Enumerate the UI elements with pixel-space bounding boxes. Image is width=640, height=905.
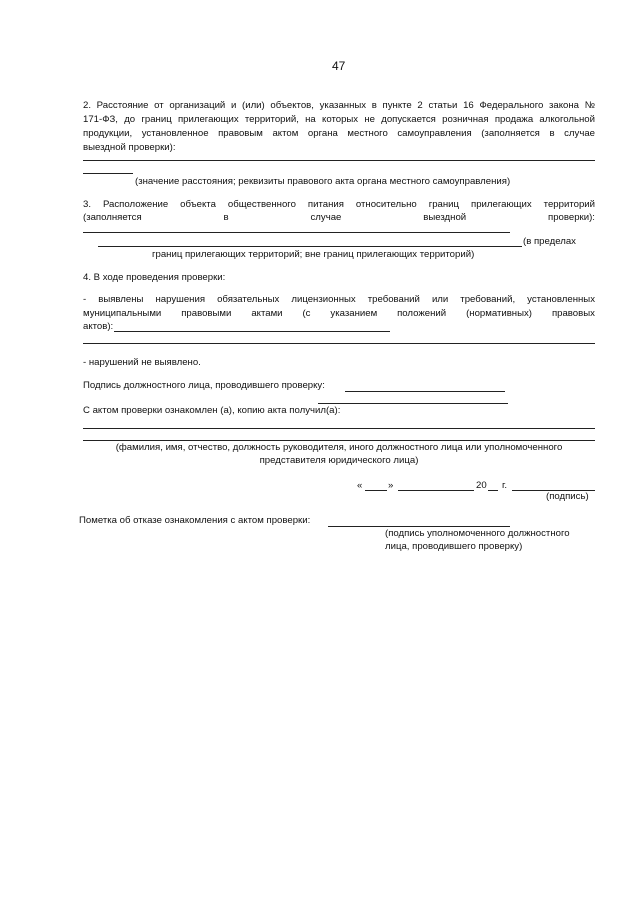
section2-caption: (значение расстояния; реквизиты правового акта органа местного самоуправления) — [135, 176, 511, 187]
section3-line2 — [83, 212, 595, 224]
blank-line[interactable] — [83, 160, 595, 161]
blank-line[interactable] — [83, 173, 133, 174]
section4-word: положений — [397, 308, 447, 319]
section4-word: актами — [251, 308, 283, 319]
acquainted-caption-1: (фамилия, имя, отчество, должность руководителя, иного должностного лица или уполномоченного — [115, 442, 563, 453]
blank-line[interactable] — [98, 246, 522, 247]
section4-line2 — [83, 308, 595, 320]
blank-line[interactable] — [114, 331, 390, 332]
date-year-suffix: г. — [502, 480, 507, 491]
section3-word: (заполняется — [83, 212, 142, 223]
section4-word: указанием — [330, 308, 378, 319]
section3-word: в — [223, 212, 229, 223]
section3-word: выездной — [423, 212, 467, 223]
acquainted-label: С актом проверки ознакомлен (а), копию акта получил(а): — [83, 405, 341, 416]
section3-caption: границ прилегающих территорий; вне границ прилегающих территорий) — [152, 249, 475, 260]
refusal-caption-1: (подпись уполномоченного должностного — [385, 528, 570, 539]
blank-line[interactable] — [83, 343, 595, 344]
section2-line3: продукции, установленное правовым актом органа местного самоуправления (заполняется в случае — [83, 128, 595, 139]
section4-word: правовых — [551, 308, 595, 319]
refusal-caption-2: лица, проводившего проверку) — [385, 541, 523, 552]
refusal-signature-line[interactable] — [328, 526, 510, 527]
section4-word: правовыми — [181, 308, 232, 319]
date-year-blank[interactable] — [488, 490, 498, 491]
blank-line[interactable] — [83, 440, 595, 441]
section4-line1: - выявлены нарушения обязательных лицензионных требований или требований, установленных — [83, 294, 595, 305]
section4-word: (с — [302, 308, 311, 319]
section3-line1: 3. Расположение объекта общественного питания относительно границ прилегающих территорий — [83, 199, 595, 210]
section4-word: (нормативных) — [466, 308, 532, 319]
refusal-label: Пометка об отказе ознакомления с актом проверки: — [79, 515, 311, 526]
blank-line[interactable] — [318, 403, 508, 404]
section2-line4: выездной проверки): — [83, 142, 176, 153]
acquainted-caption-2: представителя юридического лица) — [259, 455, 419, 466]
section2-line1: 2. Расстояние от организаций и (или) объектов, указанных в пункте 2 статьи 16 Федерального закона № — [83, 100, 595, 111]
section4-line3: актов): — [83, 321, 114, 332]
date-month-blank[interactable] — [398, 490, 474, 491]
section3-word: случае — [310, 212, 342, 223]
inspector-signature-label: Подпись должностного лица, проводившего проверку: — [83, 380, 325, 391]
blank-line[interactable] — [83, 232, 510, 233]
date-year-prefix: 20 — [476, 480, 487, 491]
section4-word: муниципальными — [83, 308, 162, 319]
section3-word: проверки): — [548, 212, 595, 223]
section3-tail: (в пределах — [523, 236, 576, 247]
signature-caption: (подпись) — [546, 491, 589, 502]
page-number: 47 — [332, 59, 346, 73]
blank-line[interactable] — [83, 428, 595, 429]
section2-line2: 171-ФЗ, до границ прилегающих территорий, на которых не допускается розничная продажа алкогольной — [83, 114, 595, 125]
inspector-signature-line[interactable] — [345, 391, 505, 392]
date-open-quote: « — [357, 480, 363, 491]
section4-heading: 4. В ходе проведения проверки: — [83, 272, 226, 283]
no-violations: - нарушений не выявлено. — [83, 357, 201, 368]
date-close-quote: » — [388, 480, 394, 491]
date-day-blank[interactable] — [365, 490, 387, 491]
